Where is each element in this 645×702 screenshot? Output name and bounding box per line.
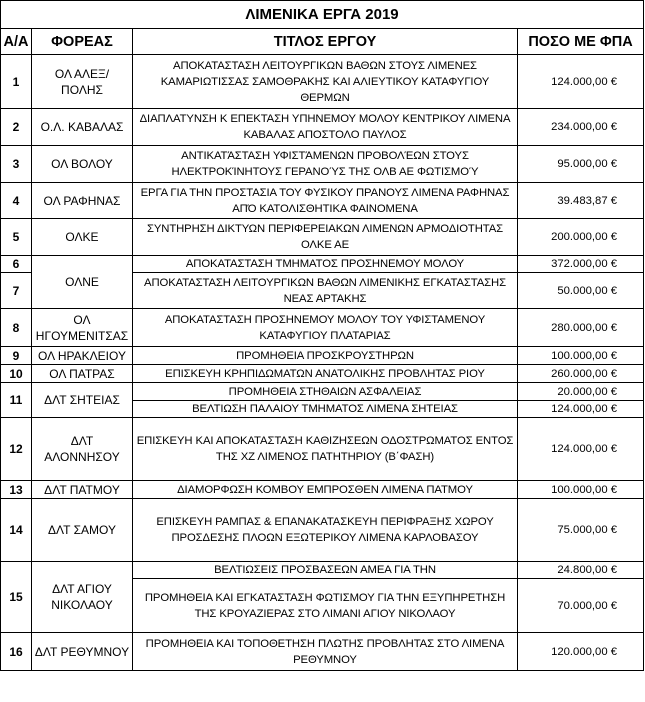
- table-row: [1, 365, 644, 383]
- table-row: [1, 309, 644, 347]
- row-number: 5: [1, 219, 32, 256]
- row-agency: ΟΛΝΕ: [32, 256, 133, 309]
- row-amount: 20.000,00 €: [518, 383, 644, 401]
- table-title: ΛΙΜΕΝΙΚΑ ΕΡΓΑ 2019: [1, 1, 644, 29]
- table-row: [1, 499, 644, 562]
- row-amount: 200.000,00 €: [518, 219, 644, 256]
- row-amount: 120.000,00 €: [518, 633, 644, 671]
- row-agency: ΟΛ ΑΛΕΞ/ΠΟΛΗΣ: [32, 55, 133, 109]
- row-agency: ΟΛ ΗΓΟΥΜΕΝΙΤΣΑΣ: [32, 309, 133, 347]
- row-project-title: ΑΠΟΚΑΤΑΣΤΑΣΗ ΤΜΗΜΑΤΟΣ ΠΡΟΣΗΝΕΜΟΥ ΜΟΛΟΥ: [133, 256, 518, 273]
- table-row: [1, 418, 644, 481]
- row-project-title: ΠΡΟΜΗΘΕΙΑ ΚΑΙ ΕΓΚΑΤΑΣΤΑΣΗ ΦΩΤΙΣΜΟΥ ΓΙΑ ΤΗΝ ΕΞΥΠΗΡΕΤΗΣΗ ΤΗΣ ΚΡΟΥΑΖΙΕΡΑΣ ΣΤΟ ΛΙΜΑΝΙ ΑΓΙΟΥ ΝΙΚΟΛΑΟΥ: [133, 579, 518, 633]
- row-amount: 100.000,00 €: [518, 347, 644, 365]
- row-number: 8: [1, 309, 32, 347]
- table-row: [1, 109, 644, 146]
- table-row: [1, 183, 644, 219]
- row-agency: ΟΛ ΠΑΤΡΑΣ: [32, 365, 133, 383]
- header-project-title: ΤΙΤΛΟΣ ΕΡΓΟΥ: [133, 29, 518, 55]
- row-number: 14: [1, 499, 32, 562]
- row-amount: 39.483,87 €: [518, 183, 644, 219]
- row-agency: Ο.Λ. ΚΑΒΑΛΑΣ: [32, 109, 133, 146]
- row-project-title: ΠΡΟΜΗΘΕΙΑ ΣΤΗΘΑΙΩΝ ΑΣΦΑΛΕΙΑΣ: [133, 383, 518, 401]
- table-row: [1, 481, 644, 499]
- row-project-title: ΠΡΟΜΗΘΕΙΑ ΚΑΙ ΤΟΠΟΘΕΤΗΣΗ ΠΛΩΤΗΣ ΠΡΟΒΛΗΤΑΣ ΣΤΟ ΛΙΜΕΝΑ ΡΕΘΥΜΝΟΥ: [133, 633, 518, 671]
- row-amount: 75.000,00 €: [518, 499, 644, 562]
- row-amount: 124.000,00 €: [518, 418, 644, 481]
- table-row: [1, 347, 644, 365]
- table-row: [1, 562, 644, 579]
- row-amount: 260.000,00 €: [518, 365, 644, 383]
- row-agency: ΟΛ ΡΑΦΗΝΑΣ: [32, 183, 133, 219]
- row-number: 16: [1, 633, 32, 671]
- row-agency: ΔΛΤ ΡΕΘΥΜΝΟΥ: [32, 633, 133, 671]
- row-amount: 234.000,00 €: [518, 109, 644, 146]
- row-amount: 124.000,00 €: [518, 401, 644, 418]
- row-amount: 24.800,00 €: [518, 562, 644, 579]
- row-agency: ΔΛΤ ΑΛΟΝΝΗΣΟΥ: [32, 418, 133, 481]
- row-project-title: ΑΝΤΙΚΑΤΆΣΤΑΣΗ ΥΦΙΣΤΆΜΕΝΩΝ ΠΡΟΒΟΛΈΩΝ ΣΤΟΥΣ ΗΛΕΚΤΡΟΚΊΝΗΤΟΥΣ ΓΕΡΑΝΟΎΣ ΤΗΣ ΟΛΒ ΑΕ ΦΩΤΙΣΜΟΎ: [133, 146, 518, 183]
- row-project-title: ΔΙΑΠΛΑΤΥΝΣΗ Κ ΕΠΕΚΤΑΣΗ ΥΠΗΝΕΜΟΥ ΜΟΛΟΥ ΚΕΝΤΡΙΚΟΥ ΛΙΜΕΝΑ ΚΑΒΑΛΑΣ ΑΠΟΣΤΟΛΟ ΠΑΥΛΟΣ: [133, 109, 518, 146]
- header-agency: ΦΟΡΕΑΣ: [32, 29, 133, 55]
- row-number: 3: [1, 146, 32, 183]
- row-number: 6: [1, 256, 32, 273]
- table-row: [1, 146, 644, 183]
- row-project-title: ΒΕΛΤΙΩΣΕΙΣ ΠΡΟΣΒΑΣΕΩΝ ΑΜΕΑ ΓΙΑ ΤΗΝ: [133, 562, 518, 579]
- row-amount: 124.000,00 €: [518, 55, 644, 109]
- table-row: [1, 55, 644, 109]
- row-project-title: ΠΡΟΜΗΘΕΙΑ ΠΡΟΣΚΡΟΥΣΤΗΡΩΝ: [133, 347, 518, 365]
- row-amount: 100.000,00 €: [518, 481, 644, 499]
- row-number: 10: [1, 365, 32, 383]
- row-number: 7: [1, 273, 32, 309]
- row-agency: ΔΛΤ ΑΓΙΟΥ ΝΙΚΟΛΑΟΥ: [32, 562, 133, 633]
- row-project-title: ΕΠΙΣΚΕΥΗ ΡΑΜΠΑΣ & ΕΠΑΝΑΚΑΤΑΣΚΕΥΗ ΠΕΡΙΦΡΑΞΗΣ ΧΩΡΟΥ ΠΡΟΣΔΕΣΗΣ ΠΛΟΩΝ ΕΞΩΤΕΡΙΚΟΥ ΛΙΜΕΝΑ ΚΑΡΛΟΒΑΣΟΥ: [133, 499, 518, 562]
- row-project-title: ΑΠΟΚΑΤΑΣΤΑΣΗ ΛΕΙΤΟΥΡΓΙΚΩΝ ΒΑΘΩΝ ΣΤΟΥΣ ΛΙΜΕΝΕΣ ΚΑΜΑΡΙΩΤΙΣΣΑΣ ΣΑΜΟΘΡΑΚΗΣ ΚΑΙ ΑΛΙΕΥΤΙΚΟΥ ΚΑΤΑΦΥΓΙΟΥ ΘΕΡΜΩΝ: [133, 55, 518, 109]
- row-number: 15: [1, 562, 32, 633]
- row-project-title: ΒΕΛΤΙΩΣΗ ΠΑΛΑΙΟΥ ΤΜΗΜΑΤΟΣ ΛΙΜΕΝΑ ΣΗΤΕΙΑΣ: [133, 401, 518, 418]
- table-row: [1, 219, 644, 256]
- row-number: 13: [1, 481, 32, 499]
- row-amount: 70.000,00 €: [518, 579, 644, 633]
- row-number: 1: [1, 55, 32, 109]
- row-project-title: ΔΙΑΜΟΡΦΩΣΗ ΚΟΜΒΟΥ ΕΜΠΡΟΣΘΕΝ ΛΙΜΕΝΑ ΠΑΤΜΟΥ: [133, 481, 518, 499]
- row-project-title: ΕΠΙΣΚΕΥΗ ΚΑΙ ΑΠΟΚΑΤΑΣΤΑΣΗ ΚΑΘΙΖΗΣΕΩΝ ΟΔΟΣΤΡΩΜΑΤΟΣ ΕΝΤΟΣ ΤΗΣ ΧΖ ΛΙΜΕΝΟΣ ΠΑΤΗΤΗΡΙΟΥ (Β΄ΦΑΣΗ): [133, 418, 518, 481]
- row-agency: ΟΛΚΕ: [32, 219, 133, 256]
- row-number: 11: [1, 383, 32, 418]
- row-project-title: ΑΠΟΚΑΤΑΣΤΑΣΗ ΛΕΙΤΟΥΡΓΙΚΩΝ ΒΑΘΩΝ ΛΙΜΕΝΙΚΗΣ ΕΓΚΑΤΑΣΤΑΣΗΣ ΝΕΑΣ ΑΡΤΑΚΗΣ: [133, 273, 518, 309]
- header-amount: ΠΟΣΟ ΜΕ ΦΠΑ: [518, 29, 644, 55]
- table-row: [1, 633, 644, 671]
- row-number: 4: [1, 183, 32, 219]
- row-amount: 95.000,00 €: [518, 146, 644, 183]
- row-agency: ΟΛ ΗΡΑΚΛΕΙΟΥ: [32, 347, 133, 365]
- row-amount: 50.000,00 €: [518, 273, 644, 309]
- row-agency: ΔΛΤ ΣΑΜΟΥ: [32, 499, 133, 562]
- row-project-title: ΕΠΙΣΚΕΥΗ ΚΡΗΠΙΔΩΜΑΤΩΝ ΑΝΑΤΟΛΙΚΗΣ ΠΡΟΒΛΗΤΑΣ ΡΙΟΥ: [133, 365, 518, 383]
- row-project-title: ΕΡΓΑ ΓΙΑ ΤΗΝ ΠΡΟΣΤΑΣΙΑ ΤΟΥ ΦΥΣΙΚΟΥ ΠΡΑΝΟΥΣ ΛΙΜΕΝΑ ΡΑΦΗΝΑΣ ΑΠΌ ΚΑΤΟΛΙΣΘΗΤΙΚΑ ΦΑΙΝΟΜΕΝΑ: [133, 183, 518, 219]
- table-row: [1, 256, 644, 273]
- row-project-title: ΑΠΟΚΑΤΑΣΤΑΣΗ ΠΡΟΣΗΝΕΜΟΥ ΜΟΛΟΥ ΤΟΥ ΥΦΙΣΤΑΜΕΝΟΥ ΚΑΤΑΦΥΓΙΟΥ ΠΛΑΤΑΡΙΑΣ: [133, 309, 518, 347]
- row-amount: 280.000,00 €: [518, 309, 644, 347]
- row-agency: ΔΛΤ ΣΗΤΕΙΑΣ: [32, 383, 133, 418]
- row-agency: ΔΛΤ ΠΑΤΜΟΥ: [32, 481, 133, 499]
- row-amount: 372.000,00 €: [518, 256, 644, 273]
- row-project-title: ΣΥΝΤΗΡΗΣΗ ΔΙΚΤΥΩΝ ΠΕΡΙΦΕΡΕΙΑΚΩΝ ΛΙΜΕΝΩΝ ΑΡΜΟΔΙΟΤΗΤΑΣ ΟΛΚΕ ΑΕ: [133, 219, 518, 256]
- row-number: 12: [1, 418, 32, 481]
- row-agency: ΟΛ ΒΟΛΟΥ: [32, 146, 133, 183]
- header-number: Α/Α: [1, 29, 32, 55]
- table-row: [1, 383, 644, 401]
- row-number: 2: [1, 109, 32, 146]
- row-number: 9: [1, 347, 32, 365]
